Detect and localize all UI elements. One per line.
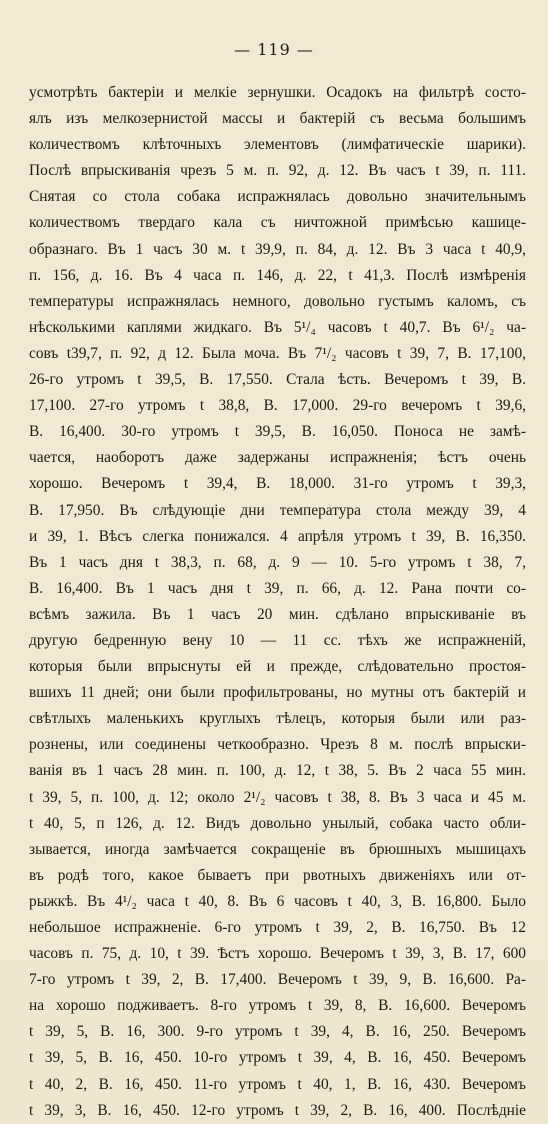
text-line: В. 16,400. 30-го утромъ t 39,5, В. 16,050. Поноса не замѣ- <box>29 423 526 441</box>
text-line: совъ t39,7, п. 92, д 12. Была моча. Въ 7¹/₂ часовъ t 39, 7, В. 17,100, <box>29 344 526 362</box>
text-line: t 39, 5, п. 100, д. 12; около 2¹/₂ часовъ t 38, 8. Въ 3 часа и 45 м. <box>29 788 526 806</box>
body-text <box>29 80 526 1124</box>
text-line: свѣтлыхъ маленькихъ круглыхъ тѣлецъ, которыя были или раз- <box>29 710 526 728</box>
text-line: рознены, или соединены четкообразно. Чрезъ 8 м. послѣ впрыски- <box>29 736 526 754</box>
text-line: вшихъ 11 дней; они были профильтрованы, но мутны отъ бактерій и <box>29 684 526 702</box>
text-line: ванія въ 1 часъ 28 мин. п. 100, д. 12, t 38, 5. Въ 2 часа 55 мин. <box>29 762 526 780</box>
text-line: нѣсколькими каплями жидкаго. Въ 5¹/₄ часовъ t 40,7. Въ 6¹/₂ ча- <box>29 318 526 336</box>
text-line: п. 156, д. 16. Въ 4 часа п. 146, д. 22, t 41,3. Послѣ измѣренія <box>29 266 526 284</box>
text-line: всѣмъ зажила. Въ 1 часъ 20 мин. сдѣлано впрыскиваніе въ <box>29 605 526 623</box>
text-line: на хорошо подживаетъ. 8-го утромъ t 39, 8, В. 16,600. Вечеромъ <box>29 997 526 1015</box>
text-line: 26-го утромъ t 39,5, В. 17,550. Стала ѣсть. Вечеромъ t 39, В. <box>29 371 526 389</box>
text-line: и 39, 1. Вѣсъ слегка понижался. 4 апрѣля утромъ t 39, В. 16,350. <box>29 527 526 545</box>
text-line: ялъ изъ мелкозернистой массы и бактерій съ весьма большимъ <box>29 110 526 128</box>
text-line: температуры испражнялась немного, довольно густымъ каломъ, съ <box>29 292 526 310</box>
text-line: чается, наоборотъ даже задержаны испражненія; ѣстъ очень <box>29 449 526 467</box>
text-line: 17,100. 27-го утромъ t 38,8, В. 17,000. 29-го вечеромъ t 39,6, <box>29 397 526 415</box>
text-line: 7-го утромъ t 39, 2, В. 17,400. Вечеромъ t 39, 9, В. 16,600. Ра- <box>29 971 526 989</box>
text-line: хорошо. Вечеромъ t 39,4, В. 18,000. 31-го утромъ t 39,3, <box>29 475 526 493</box>
text-line: зывается, иногда замѣчается сокращеніе въ брюшныхъ мышицахъ <box>29 840 526 858</box>
text-line: Въ 1 часъ дня t 38,3, п. 68, д. 9 — 10. 5-го утромъ t 38, 7, <box>29 553 526 571</box>
text-line: В. 17,950. Въ слѣдующіе дни температура стола между 39, 4 <box>29 501 526 519</box>
text-line: t 39, 5, В. 16, 450. 10-го утромъ t 39, 4, В. 16, 450. Вечеромъ <box>29 1049 526 1067</box>
text-line: Снятая со стола собака испражнялась довольно значительнымъ <box>29 188 526 206</box>
text-line: образнаго. Въ 1 часъ 30 м. t 39,9, п. 84, д. 12. Въ 3 часа t 40,9, <box>29 240 526 258</box>
text-line: t 40, 5, п 126, д. 12. Видъ довольно унылый, собака часто обли- <box>29 814 526 832</box>
text-line: усмотрѣть бактеріи и мелкіе зернушки. Осадокъ на фильтрѣ состо- <box>29 84 526 101</box>
text-line: t 39, 5, В. 16, 300. 9-го утромъ t 39, 4, В. 16, 250. Вечеромъ <box>29 1023 526 1041</box>
text-line: В. 16,400. Въ 1 часъ дня t 39, п. 66, д. 12. Рана почти со- <box>29 579 526 597</box>
text-line: рыжкѣ. Въ 4¹/₂ часа t 40, 8. Въ 6 часовъ t 40, 3, В. 16,800. Было <box>29 892 526 910</box>
text-line: часовъ п. 75, д. 10, t 39. Ѣстъ хорошо. Вечеромъ t 39, 3, В. 17, 600 <box>29 945 526 963</box>
text-line: другую бедренную вену 10 — 11 сс. тѣхъ же испражненій, <box>29 631 526 649</box>
text-line: небольшое испражненіе. 6-го утромъ t 39, 2, В. 16,750. Въ 12 <box>29 919 526 936</box>
text-line: въ родѣ того, какое бываетъ при рвотныхъ движеніяхъ или от- <box>29 866 526 884</box>
text-line: Послѣ впрыскиванія чрезъ 5 м. п. 92, д. 12. Въ часъ t 39, п. 111. <box>29 162 526 180</box>
text-line: количествомъ клѣточныхъ элементовъ (лимфатическіе шарики). <box>29 136 526 154</box>
text-line: t 40, 2, В. 16, 450. 11-го утромъ t 40, 1, В. 16, 430. Вечеромъ <box>29 1075 526 1093</box>
text-line: t 39, 3, В. 16, 450. 12-го утромъ t 39, 2, В. 16, 400. Послѣдніе <box>29 1101 526 1119</box>
page-number: — 119 — <box>234 40 314 59</box>
text-line: которыя были впрыснуты ей и прежде, слѣдовательно простоя- <box>29 658 526 676</box>
text-line: количествомъ твердаго кала съ ничтожной примѣсью кашице- <box>29 214 526 232</box>
